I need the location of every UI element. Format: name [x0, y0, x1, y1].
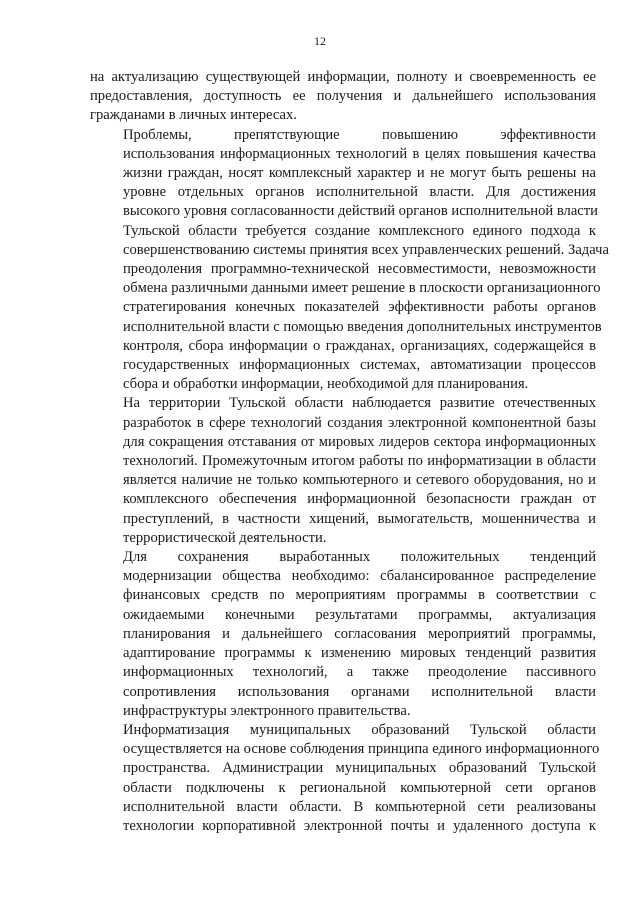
paragraph — [90, 394, 596, 548]
text-line: уровне отдельных органов исполнительной власти. Для достижения — [123, 184, 596, 201]
text-line: гражданами в личных интересах. — [90, 107, 297, 124]
text-line: высокого уровня согласованности действий органов исполнительной власти — [123, 203, 598, 220]
text-line: финансовых средств по мероприятиям программы в соответствии с — [123, 587, 596, 604]
text-line: пространства. Администрации муниципальных образований Тульской — [123, 760, 596, 777]
text-line: стратегирования конечных показателей эффективности работы органов — [123, 299, 596, 316]
text-line: сбора и обработки информации, необходимой для планирования. — [123, 376, 529, 393]
text-line: Тульской области требуется создание комплексного единого подхода к — [123, 222, 596, 239]
text-line: технологии корпоративной электронной почты и удаленного доступа к — [123, 817, 596, 834]
paragraph — [90, 68, 596, 126]
paragraph — [90, 126, 609, 395]
text-line: Проблемы, препятствующие повышению эффективности — [123, 126, 596, 143]
text-line: сопротивления использования органами исполнительной власти — [123, 683, 596, 700]
text-line: совершенствованию системы принятия всех управленческих решений. Задача — [123, 241, 609, 258]
text-line: Информатизация муниципальных образований Тульской области — [123, 721, 596, 738]
text-line: на актуализацию существующей информации, полноту и своевременность ее — [90, 69, 596, 85]
text-line: осуществляется на основе соблюдения принципа единого информационного — [123, 741, 600, 758]
text-line: комплексного обеспечения информационной безопасности граждан от — [123, 491, 596, 508]
text-line: инфраструктуры электронного правительства. — [123, 702, 411, 719]
text-line: области подключены к региональной компьютерной сети органов — [123, 779, 596, 796]
text-line: адаптирование программы к изменению мировых тенденций развития — [123, 645, 596, 662]
text-line: разработок в сфере технологий создания электронной компонентной базы — [123, 414, 596, 431]
text-line: террористической деятельности. — [123, 529, 327, 546]
text-line: модернизации общества необходимо: сбалансированное распределение — [123, 568, 596, 585]
document-body — [90, 68, 609, 836]
text-line: планирования и дальнейшего согласования мероприятий программы, — [123, 625, 596, 642]
text-line: На территории Тульской области наблюдается развитие отечественных — [123, 395, 596, 412]
text-line: жизни граждан, носят комплексный характер и не могут быть решены на — [123, 165, 596, 182]
paragraph — [90, 721, 600, 836]
text-line: информационных технологий, а также преодоление пассивного — [123, 664, 596, 681]
text-line: использования информационных технологий в целях повышения качества — [123, 145, 596, 162]
text-line: обмена различными данными имеет решение в плоскости организационного — [123, 280, 601, 297]
text-line: исполнительной власти с помощью введения дополнительных инструментов — [123, 318, 602, 335]
text-line: технологий. Промежуточным итогом работы по информатизации в области — [123, 453, 596, 470]
text-line: Для сохранения выработанных положительных тенденций — [123, 549, 596, 566]
text-line: преодоления программно-технической несовместимости, невозможности — [123, 261, 596, 278]
text-line: преступлений, в частности хищений, вымогательств, мошенничества и — [123, 510, 596, 527]
text-line: исполнительной власти области. В компьютерной сети реализованы — [123, 798, 596, 815]
text-line: контроля, сбора информации о гражданах, организациях, содержащейся в — [123, 337, 596, 354]
text-line: государственных информационных системах, автоматизации процессов — [123, 357, 596, 374]
text-line: для сокращения отставания от мировых лидеров сектора информационных — [123, 433, 596, 450]
page-number: 12 — [314, 34, 326, 48]
text-line: является наличие не только компьютерного и сетевого оборудования, но и — [123, 472, 596, 489]
paragraph — [90, 548, 596, 721]
text-line: предоставления, доступность ее получения и дальнейшего использования — [90, 88, 596, 105]
text-line: ожидаемыми конечными результатами программы, актуализация — [123, 606, 596, 623]
